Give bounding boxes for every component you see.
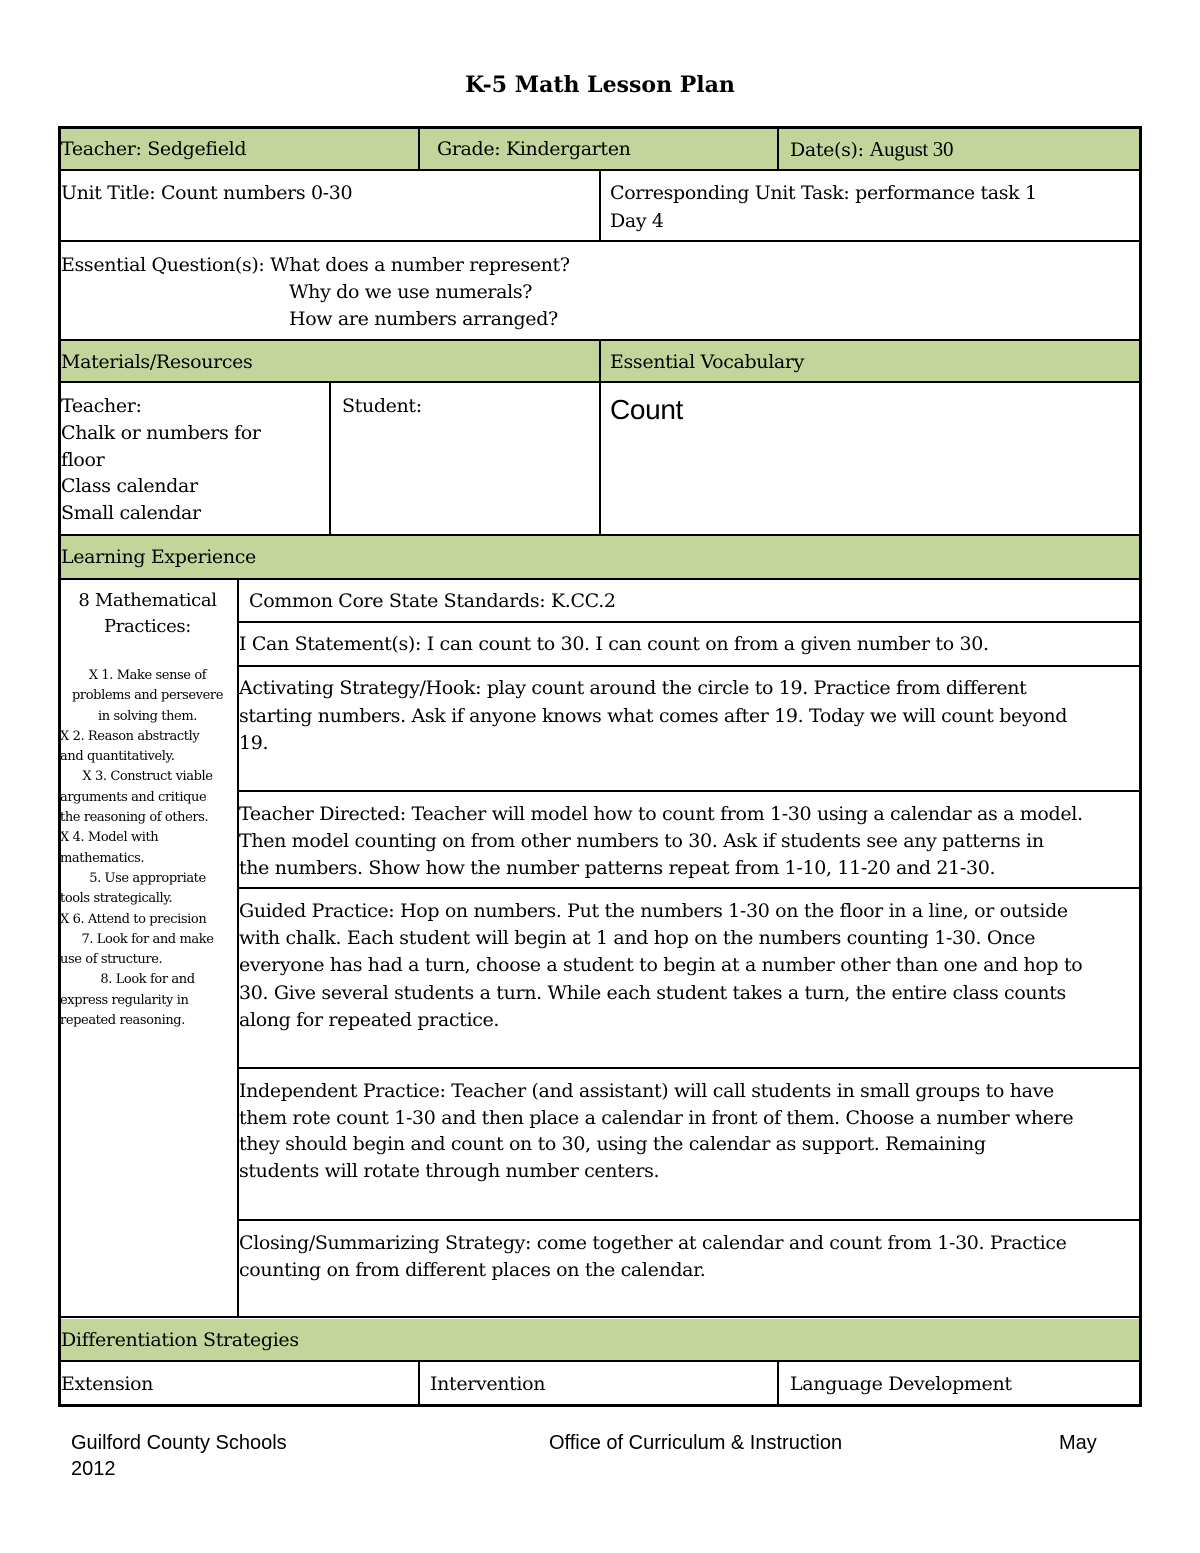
practice-line: the reasoning of others. [60,810,209,825]
practice-line: and quantitatively. [60,749,175,764]
footer-right: May [1059,1432,1097,1454]
independent-practice-line: students will rotate through number centers. [239,1160,660,1182]
column-rule [418,1361,420,1405]
guided-practice-line: everyone has had a turn, choose a student to begin at a number other than one and hop to [239,954,1083,976]
vocabulary-heading: Essential Vocabulary [610,351,805,373]
column-rule [329,382,331,535]
unit-task-day: Day 4 [610,210,664,232]
guided-practice-line: Guided Practice: Hop on numbers. Put the numbers 1-30 on the floor in a line, or outside [239,900,1068,922]
practice-line: 7. Look for and make [81,932,214,947]
column-rule [777,128,779,170]
row-rule [60,1316,1140,1318]
date-value: August 30 [869,137,954,161]
row-rule [60,1360,1140,1362]
essential-question-2: Why do we use numerals? [289,281,533,303]
row-rule [238,621,1140,623]
hook-line: Activating Strategy/Hook: play count around the circle to 19. Practice from different [239,677,1027,699]
vocabulary-words: Count [610,394,683,425]
row-rule [60,578,1140,580]
practices-heading: Practices: [103,616,192,637]
essential-question-3: How are numbers arranged? [289,308,558,330]
intervention-label: Intervention [430,1373,546,1395]
footer-left: Guilford County Schools [71,1432,287,1454]
date-label: Date(s): [790,139,864,161]
learning-heading: Learning Experience [61,546,256,568]
independent-practice-line: them rote count 1-30 and then place a calendar in front of them. Choose a number where [239,1107,1074,1129]
practice-line: X 6. Attend to precision [60,912,207,927]
page-title: K-5 Math Lesson Plan [465,72,735,98]
practices-heading: 8 Mathematical [78,590,217,611]
practice-line: mathematics. [60,851,145,866]
unit-title: Unit Title: Count numbers 0-30 [61,182,353,204]
row-rule [238,1067,1140,1069]
hook-line: starting numbers. Ask if anyone knows what comes after 19. Today we will count beyond [239,705,1068,727]
teacher-materials-line: Small calendar [61,502,201,524]
practice-line: repeated reasoning. [60,1013,185,1028]
teacher-name: Teacher: Sedgefield [61,138,247,160]
row-rule [238,665,1140,667]
row-rule [238,790,1140,792]
teacher-directed-line: Then model counting on from other numbers to 30. Ask if students see any patterns in [239,830,1044,852]
teacher-materials-line: floor [61,449,105,471]
footer-center: Office of Curriculum & Instruction [549,1432,843,1454]
column-rule [599,170,601,241]
grade-level: Grade: Kindergarten [437,138,631,160]
essential-question-label: Essential Question(s): What does a number represent? [61,254,570,276]
teacher-materials-line: Chalk or numbers for [61,422,261,444]
practice-line: 8. Look for and [100,972,195,987]
teacher-materials-line: Teacher: [61,395,142,417]
practice-line: X 2. Reason abstractly [60,729,200,744]
standards: Common Core State Standards: K.CC.2 [249,590,616,612]
language-development-label: Language Development [790,1373,1012,1395]
guided-practice-line: along for repeated practice. [239,1009,500,1031]
independent-practice-line: Independent Practice: Teacher (and assistant) will call students in small groups to have [239,1080,1054,1102]
closing-strategy-line: Closing/Summarizing Strategy: come together at calendar and count from 1-30. Practice [239,1232,1067,1254]
row-rule [238,1219,1140,1221]
column-rule [418,128,420,170]
row-rule [238,887,1140,889]
column-rule [777,1361,779,1405]
practice-line: express regularity in [60,993,189,1008]
extension-label: Extension [61,1373,154,1395]
practice-line: tools strategically. [60,891,173,906]
student-materials-label: Student: [342,395,422,417]
practice-line: X 4. Model with [60,830,159,845]
practice-line: problems and persevere [72,688,223,703]
i-can-statement: I Can Statement(s): I can count to 30. I can count on from a given number to 30. [239,633,989,655]
hook-line: 19. [239,732,269,754]
date-field [790,136,953,164]
independent-practice-line: they should begin and count on to 30, using the calendar as support. Remaining [239,1133,986,1155]
practice-line: X 3. Construct viable [82,769,213,784]
teacher-directed-line: Teacher Directed: Teacher will model how to count from 1-30 using a calendar as a model. [239,803,1083,825]
guided-practice-line: 30. Give several students a turn. While each student takes a turn, the entire class counts [239,982,1066,1004]
practice-line: use of structure. [60,952,163,967]
differentiation-heading: Differentiation Strategies [61,1329,299,1351]
teacher-materials-line: Class calendar [61,475,198,497]
footer-year: 2012 [71,1458,116,1480]
column-rule [599,340,601,535]
teacher-directed-line: the numbers. Show how the number patterns repeat from 1-10, 11-20 and 21-30. [239,857,996,879]
closing-strategy-line: counting on from different places on the calendar. [239,1259,706,1281]
materials-heading: Materials/Resources [61,351,253,373]
practice-line: 5. Use appropriate [89,871,206,886]
unit-task-line: Corresponding Unit Task: performance task 1 [610,182,1037,204]
practice-line: arguments and critique [60,790,207,805]
guided-practice-line: with chalk. Each student will begin at 1 and hop on the numbers counting 1-30. Once [239,927,1036,949]
practice-line: X 1. Make sense of [88,668,207,683]
practice-line: in solving them. [98,709,197,724]
